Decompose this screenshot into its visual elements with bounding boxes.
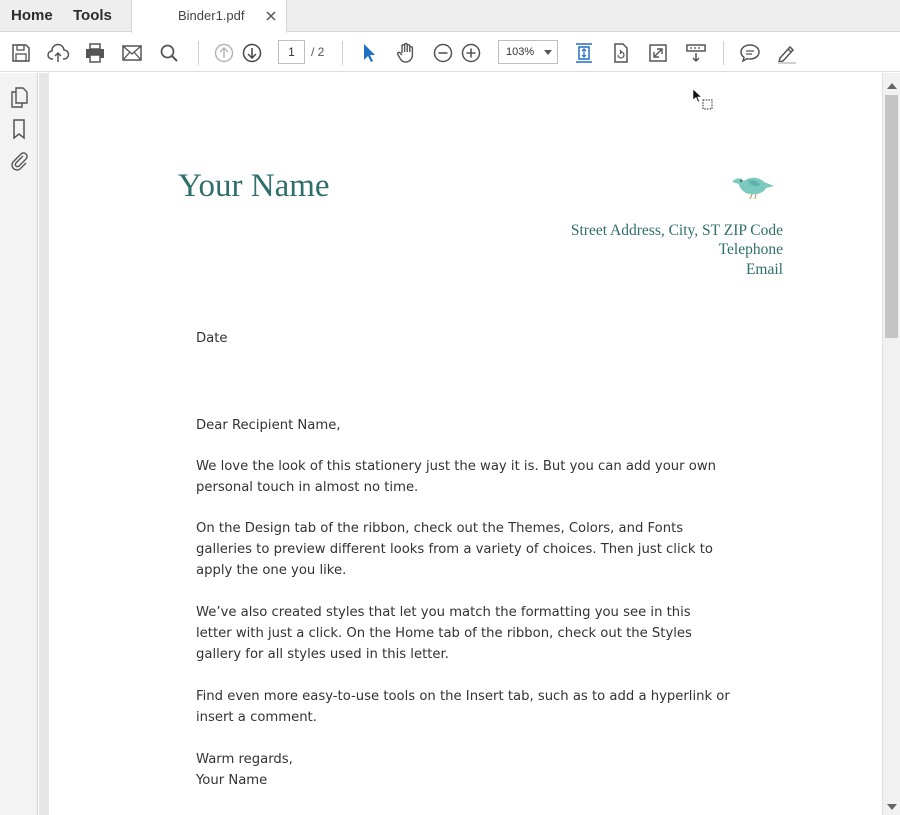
highlight-pen-icon[interactable]: [775, 41, 799, 65]
bird-logo-icon: [730, 168, 776, 202]
bookmark-icon[interactable]: [8, 118, 30, 140]
letter-signature: Your Name: [196, 773, 268, 788]
close-icon[interactable]: [264, 9, 278, 23]
tab-home[interactable]: Home: [11, 7, 53, 24]
page-total: / 2: [311, 45, 325, 59]
upload-cloud-icon[interactable]: [46, 41, 70, 65]
attachment-icon[interactable]: [8, 149, 30, 171]
save-icon[interactable]: [9, 41, 33, 65]
letter-email: Email: [745, 261, 783, 278]
letter-paragraph-2: On the Design tab of the ribbon, check out the Themes, Colors, and Fonts galleries to preview different looks from a variety of choices. Then just click to apply the one you like.: [196, 521, 713, 578]
document-tab-label: Binder1.pdf: [178, 8, 245, 23]
full-screen-icon[interactable]: [646, 41, 670, 65]
toolbar-separator: [342, 41, 343, 65]
read-mode-icon[interactable]: [684, 41, 708, 65]
letter-telephone: Telephone: [718, 241, 783, 258]
page-up-icon[interactable]: [212, 41, 236, 65]
toolbar-separator: [198, 41, 199, 65]
letter-paragraph-1: We love the look of this stationery just the way it is. But you can add your own personal touch in almost no time.: [196, 459, 716, 495]
select-arrow-icon[interactable]: [357, 41, 381, 65]
letter-paragraph-4: Find even more easy-to-use tools on the Insert tab, such as to add a hyperlink or insert a comment.: [196, 689, 730, 725]
tab-document[interactable]: [131, 0, 287, 33]
toolbar-separator: [723, 41, 724, 65]
vertical-scrollbar[interactable]: [882, 73, 900, 815]
tab-bar: [0, 0, 900, 32]
rotate-icon[interactable]: [609, 41, 633, 65]
letter-date: Date: [196, 331, 228, 346]
zoom-out-icon[interactable]: [431, 41, 455, 65]
hand-icon[interactable]: [394, 41, 418, 65]
email-icon[interactable]: [120, 41, 144, 65]
scroll-up-icon[interactable]: [887, 83, 897, 89]
page-number-input[interactable]: [278, 40, 305, 64]
fit-page-icon[interactable]: [572, 41, 596, 65]
mouse-cursor-icon: [692, 88, 716, 112]
comment-icon[interactable]: [738, 41, 762, 65]
letter-address: Street Address, City, ST ZIP Code: [570, 222, 783, 239]
page-down-icon[interactable]: [240, 41, 264, 65]
search-icon[interactable]: [157, 41, 181, 65]
scroll-thumb[interactable]: [885, 95, 898, 338]
pages-icon[interactable]: [8, 86, 30, 108]
zoom-in-icon[interactable]: [459, 41, 483, 65]
chevron-down-icon: [544, 50, 552, 55]
scroll-down-icon[interactable]: [887, 804, 897, 810]
letter-name-heading: Your Name: [178, 168, 330, 204]
letter-closing: Warm regards,: [196, 752, 293, 767]
navigation-pane: [0, 73, 38, 815]
print-icon[interactable]: [83, 41, 107, 65]
toolbar: [0, 33, 900, 72]
zoom-select[interactable]: [498, 40, 558, 64]
letter-paragraph-3: We’ve also created styles that let you match the formatting you see in this letter with just a click. On the Home tab of the ribbon, check out the Styles gallery for all styles used in this letter.: [196, 605, 692, 662]
tab-tools[interactable]: Tools: [73, 7, 112, 24]
zoom-value: 103%: [506, 46, 535, 58]
letter-salutation: Dear Recipient Name,: [196, 418, 341, 433]
